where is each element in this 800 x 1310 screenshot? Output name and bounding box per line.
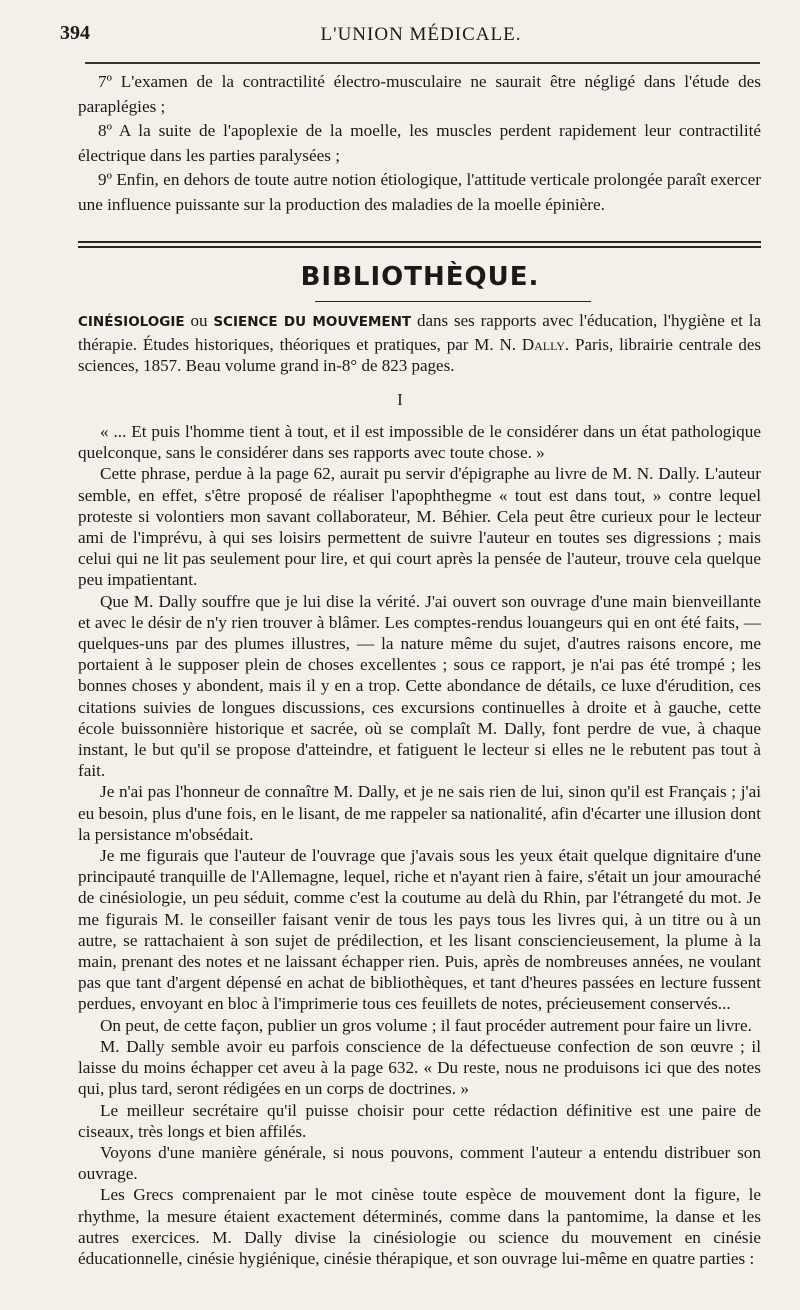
book-title-part-1: CINÉSIOLOGIE bbox=[78, 314, 185, 330]
book-subtitle: dans ses rapports avec l'éducation, l'hygiène et la thérapie. Études historiques, théoriques et pratiques, par M. N. bbox=[78, 311, 762, 354]
paragraph: On peut, de cette façon, publier un gros volume ; il faut procéder autrement pour faire un livre. bbox=[100, 1015, 752, 1035]
review-body bbox=[78, 421, 761, 1269]
running-title: L'UNION MÉDICALE. bbox=[320, 24, 522, 45]
paragraph: Je n'ai pas l'honneur de connaître M. Dally, et je ne sais rien de lui, sinon qu'il est Français ; j'ai eu besoin, plus d'une fois, en le lisant, de me rappeler sa nationalité, afin d'écarter une illusion dont la persistance m'obsédait. bbox=[78, 782, 761, 844]
header-rule bbox=[85, 62, 760, 64]
conclusions-list bbox=[78, 70, 761, 217]
conclusion-8: 8º A la suite de l'apoplexie de la moelle, les muscles perdent rapidement leur contractilité électrique dans les parties paralysées ; bbox=[78, 121, 761, 165]
section-divider bbox=[78, 241, 761, 248]
chapter-numeral: I bbox=[397, 390, 403, 409]
book-title-part-2: SCIENCE DU MOUVEMENT bbox=[213, 314, 412, 330]
conclusion-9: 9º Enfin, en dehors de toute autre notion étiologique, l'attitude verticale prolongée paraît exercer une influence puissante sur la production des maladies de la moelle épinière. bbox=[78, 170, 761, 214]
book-title-conj: ou bbox=[184, 311, 214, 330]
paragraph: Les Grecs comprenaient par le mot cinèse toute espèce de mouvement dont la figure, le rhythme, la mesure étaient exactement déterminés, comme dans la pantomime, la danse et les autres exercices. M. Dally divise la cinésiologie ou science du mouvement en cinésie éducationnelle, cinésie hygiénique, cinésie thérapique, et son ouvrage lui-même en quatre parties : bbox=[78, 1185, 761, 1268]
paragraph: Voyons d'une manière générale, si nous pouvons, comment l'auteur a entendu distribuer son ouvrage. bbox=[78, 1142, 761, 1184]
section-title: BIBLIOTHÈQUE. bbox=[300, 262, 540, 292]
paragraph: Je me figurais que l'auteur de l'ouvrage que j'avais sous les yeux était quelque dignitaire d'une principauté tranquille de l'Allemagne, lequel, riche et n'ayant rien à faire, s'était un jour amouraché de cinésiologie, un peu séduit, comme c'est la coutume au delà du Rhin, par l'étrangeté du mot. Je me figurais M. le conseiller faisant venir de tous les pays tous les livres qui, à un titre ou à un autre, se rattachaient à son sujet de prédilection, et les lisant consciencieusement, la plume à la main, prenant des notes et ne laissant échapper rien. Puis, après de nombreuses années, ne voulant pas que tant d'argent dépensé en achat de bibliothèques, et tant d'heures passées en lecture fussent perdues, envoyant en bloc à l'imprimerie tous ces feuillets de notes, précieusement conservés... bbox=[78, 846, 761, 1014]
paragraph: M. Dally semble avoir eu parfois conscience de la défectueuse confection de son œuvre ; il laisse du moins échapper cet aveu à la page 632. « Du reste, nous ne produisons ici que des notes qui, plus tard, seront rédigées en un corps de doctrines. » bbox=[78, 1036, 761, 1099]
title-underline bbox=[315, 301, 591, 302]
book-author: Dally bbox=[521, 334, 565, 354]
paragraph: « ... Et puis l'homme tient à tout, et il est impossible de le considérer dans un état pathologique quelconque, sans le considérer dans ses rapports avec toute chose. » bbox=[78, 422, 761, 463]
book-reference bbox=[78, 310, 761, 377]
book-publication: . Paris, librairie centrale des sciences, 1857. Beau volume grand in-8° de 823 pages. bbox=[78, 334, 761, 375]
conclusion-7: 7º L'examen de la contractilité électro-musculaire ne saurait être négligé dans l'étude des paraplégies ; bbox=[78, 72, 761, 116]
paragraph: Que M. Dally souffre que je lui dise la vérité. J'ai ouvert son ouvrage d'une main bienveillante et avec le désir de n'y rien trouver à blâmer. Les comptes-rendus louangeurs qui en ont été faits, — quelques-uns par des plumes illustres, — la nature même du sujet, d'autres raisons encore, me portaient à le supposer plein de choses excellentes ; sous ce rapport, je n'ai pas été trompé ; les bonnes choses y abondent, mais il y en a trop. Cette abondance de détails, ce luxe d'érudition, ces citations suivies de longues discussions, ces excursions continuelles à droite et à gauche, cette école buissonnière historique et sacrée, où se complaît M. Dally, font perdre de vue, à chaque instant, le but qu'il se propose d'atteindre, et fatiguent le lecteur si elles ne le rebutent pas tout à fait. bbox=[78, 591, 761, 781]
page-header bbox=[60, 22, 782, 52]
page-number: 394 bbox=[60, 22, 90, 44]
paragraph: Cette phrase, perdue à la page 62, aurait pu servir d'épigraphe au livre de M. N. Dally. L'auteur semble, en effet, s'être proposé de réaliser l'apophthegme « tout est dans tout, » contre lequel proteste si volontiers mon savant collaborateur, M. Béhier. Cela peut être curieux pour le lecteur ami de l'imprévu, à qui ses loisirs permettent de suivre l'auteur en toutes ses digressions ; mais celui qui ne lit pas seulement pour lire, et qui court après la pensée de l'auteur, trouve cela quelque peu impatientant. bbox=[78, 464, 761, 590]
paragraph: Le meilleur secrétaire qu'il puisse choisir pour cette rédaction définitive est une paire de ciseaux, très longs et bien affilés. bbox=[78, 1100, 761, 1141]
